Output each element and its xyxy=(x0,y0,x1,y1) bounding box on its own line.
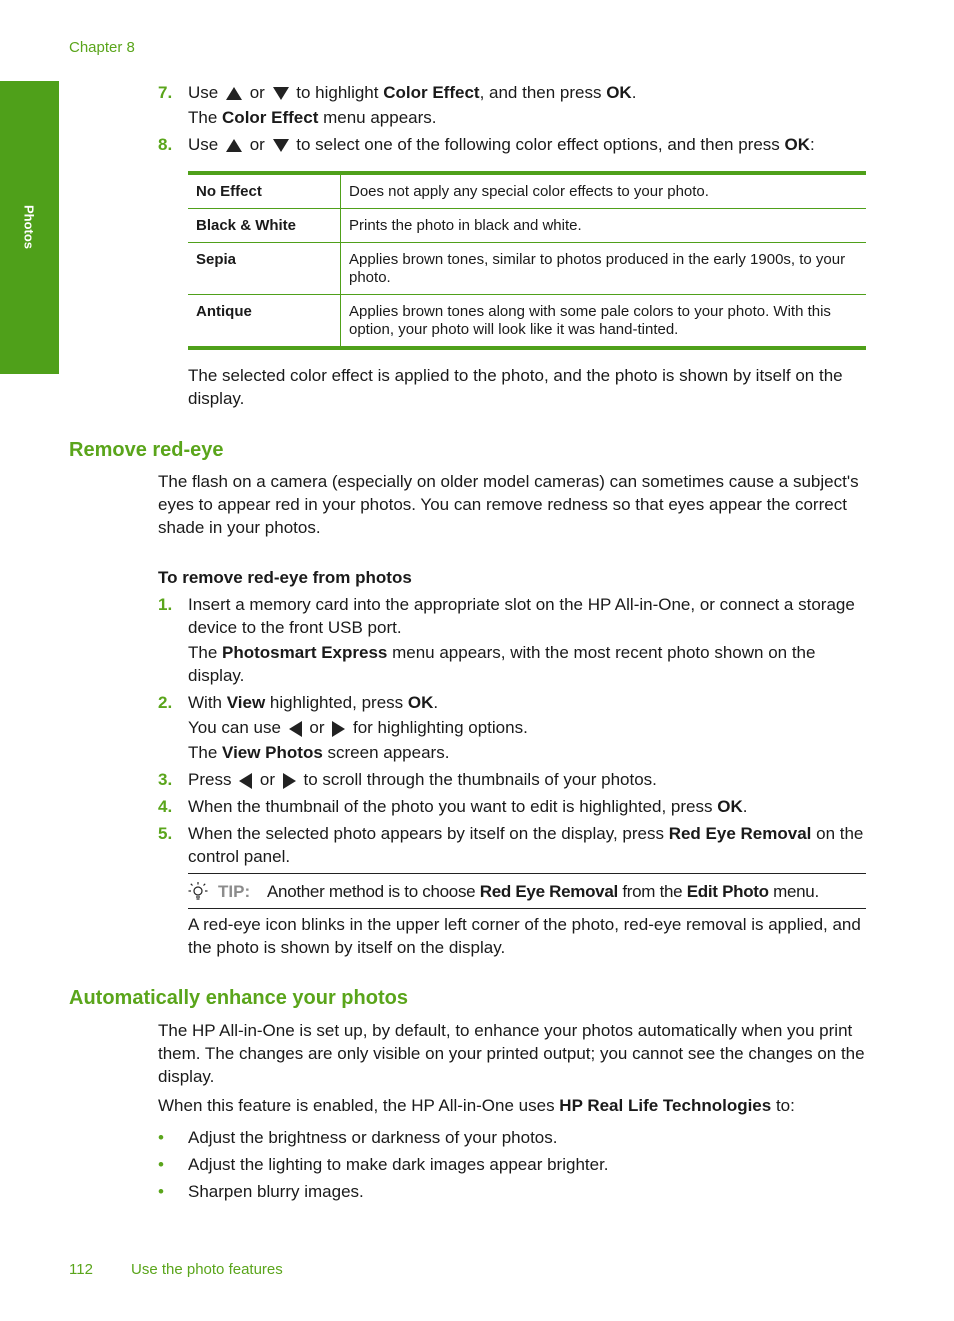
step-line xyxy=(188,133,866,156)
enhance-heading: Automatically enhance your photos xyxy=(69,987,408,1009)
left-arrow-icon xyxy=(289,721,302,737)
text-run: You can use xyxy=(188,718,286,737)
bold-term: OK xyxy=(606,83,632,102)
lightbulb-icon xyxy=(188,881,208,903)
text-run: . xyxy=(433,693,439,712)
effect-name: Black & White xyxy=(188,209,341,243)
side-tab-label: Photos xyxy=(21,204,37,250)
effect-row xyxy=(188,295,866,349)
text-run: menu. xyxy=(768,882,819,901)
bullet-text: Adjust the lighting to make dark images appear brighter. xyxy=(188,1155,609,1174)
step-item xyxy=(158,593,866,687)
text-run: Use xyxy=(188,135,223,154)
effect-description: Does not apply any special color effects to your photo. xyxy=(341,173,867,209)
effect-description: Applies brown tones, similar to photos produced in the early 1900s, to your photo. xyxy=(341,243,867,295)
step-line xyxy=(188,641,866,687)
step-number: 3. xyxy=(158,770,173,789)
text-run: to highlight xyxy=(291,83,384,102)
enhance-para-2 xyxy=(158,1094,870,1117)
effect-row xyxy=(188,209,866,243)
text-run: to select one of the following color effect options, and then press xyxy=(291,135,785,154)
procedure-title: To remove red-eye from photos xyxy=(158,568,412,587)
bold-term: OK xyxy=(784,135,811,154)
text-run: menu appears, with the most recent photo shown on the display. xyxy=(188,643,816,685)
effect-row xyxy=(188,243,866,295)
effect-description: Prints the photo in black and white. xyxy=(341,209,867,243)
bullet-item xyxy=(158,1153,866,1176)
text-run: for highlighting options. xyxy=(348,718,528,737)
text-run: With xyxy=(188,693,227,712)
red-eye-steps xyxy=(158,593,866,872)
bold-term: OK xyxy=(407,693,434,712)
bullet-item xyxy=(158,1126,866,1149)
step-line xyxy=(188,741,866,764)
text-run: screen appears. xyxy=(322,743,450,762)
footer-section-title: Use the photo features xyxy=(131,1261,283,1278)
text-run: Insert a memory card into the appropriate slot on the HP All-in-One, or connect a storage device to the front USB port. xyxy=(188,595,855,637)
step-line xyxy=(188,768,866,791)
bold-term: View xyxy=(226,693,266,712)
text-run: Use xyxy=(188,83,223,102)
text-run: , and then press xyxy=(479,83,607,102)
tip-label: TIP: xyxy=(218,882,251,901)
text-run: or xyxy=(304,718,330,737)
step-line xyxy=(188,691,866,714)
right-arrow-icon xyxy=(283,773,296,789)
step-item xyxy=(158,795,866,818)
effect-row xyxy=(188,173,866,209)
color-effect-steps xyxy=(158,81,866,160)
text-run: The xyxy=(188,743,223,762)
enhance-para-1: The HP All-in-One is set up, by default, to enhance your photos automatically when you print them. The changes are only visible on your printed output; you cannot see the changes on the display. xyxy=(158,1021,865,1086)
step-line xyxy=(188,822,866,868)
step-item xyxy=(158,822,866,868)
bullet-text: Adjust the brightness or darkness of your photos. xyxy=(188,1128,558,1147)
step-number: 2. xyxy=(158,693,173,712)
step-number: 8. xyxy=(158,135,173,154)
remove-red-eye-heading: Remove red-eye xyxy=(69,439,224,461)
text-run: When this feature is enabled, the HP All-in-One uses xyxy=(158,1096,560,1115)
text-run: or xyxy=(255,770,280,789)
text-run: The xyxy=(188,108,223,127)
effect-description: Applies brown tones along with some pale colors to your photo. With this option, your photo will look like it was hand-tinted. xyxy=(349,303,831,338)
text-run: : xyxy=(810,135,815,154)
effect-name: No Effect xyxy=(188,173,341,209)
effect-name: Antique xyxy=(188,295,341,349)
after-table-text: The selected color effect is applied to the photo, and the photo is shown by itself on the display. xyxy=(188,366,843,408)
step-item xyxy=(158,768,866,791)
color-effects-table xyxy=(188,171,866,350)
step-item xyxy=(158,691,866,764)
text-run: or xyxy=(244,83,270,102)
right-arrow-icon xyxy=(332,721,345,737)
bold-term: Color Effect xyxy=(383,83,480,102)
text-run: highlighted, press xyxy=(265,693,408,712)
page-number: 112 xyxy=(69,1261,93,1278)
text-run: When the thumbnail of the photo you want to edit is highlighted, press xyxy=(188,797,718,816)
text-run: . xyxy=(742,797,748,816)
bullet-marker: • xyxy=(158,1128,164,1147)
side-tab xyxy=(0,81,59,374)
up-arrow-icon xyxy=(226,139,242,152)
after-tip-text: A red-eye icon blinks in the upper left corner of the photo, red-eye removal is applied, and the photo is shown by itself on the display. xyxy=(188,915,861,957)
bold-term: Red Eye Removal xyxy=(479,882,618,901)
bullet-marker: • xyxy=(158,1182,164,1201)
text-run: to scroll through the thumbnails of your photos. xyxy=(298,770,657,789)
text-run: from the xyxy=(617,882,687,901)
left-arrow-icon xyxy=(239,773,252,789)
bold-term: OK xyxy=(717,797,743,816)
bullet-marker: • xyxy=(158,1155,164,1174)
down-arrow-icon xyxy=(273,87,289,100)
text-run: When the selected photo appears by itself on the display, press xyxy=(188,824,669,843)
effect-name: Sepia xyxy=(188,243,341,295)
step-line xyxy=(188,593,866,639)
tip-text xyxy=(267,880,819,903)
bold-term: HP Real Life Technologies xyxy=(559,1096,772,1115)
red-eye-intro: The flash on a camera (especially on older model cameras) can sometimes cause a subject's eyes to appear red in your photos. You can remove redness so that eyes appear the correct shade in your photos. xyxy=(158,472,859,537)
text-run: menu appears. xyxy=(318,108,437,127)
bold-term: Red Eye Removal xyxy=(668,824,812,843)
text-run: The xyxy=(188,643,223,662)
step-line xyxy=(188,716,866,739)
bullet-text: Sharpen blurry images. xyxy=(188,1182,364,1201)
text-run: . xyxy=(631,83,637,102)
step-number: 5. xyxy=(158,824,173,843)
step-number: 7. xyxy=(158,83,173,102)
bold-term: View Photos xyxy=(222,743,323,762)
text-run: to: xyxy=(771,1096,795,1115)
bold-term: Edit Photo xyxy=(686,882,769,901)
bold-term: Photosmart Express xyxy=(222,643,388,662)
text-run: on the control panel. xyxy=(188,824,864,866)
step-number: 1. xyxy=(158,595,173,614)
down-arrow-icon xyxy=(273,139,289,152)
step-item xyxy=(158,81,866,129)
text-run: Another method is to choose xyxy=(267,882,480,901)
tip-box xyxy=(188,873,866,909)
step-number: 4. xyxy=(158,797,173,816)
chapter-label: Chapter 8 xyxy=(69,39,135,56)
up-arrow-icon xyxy=(226,87,242,100)
text-run: Press xyxy=(188,770,237,789)
step-line xyxy=(188,106,866,129)
step-line xyxy=(188,81,866,104)
text-run: or xyxy=(244,135,270,154)
step-item xyxy=(158,133,866,156)
enhance-bullet-list xyxy=(158,1126,866,1207)
bold-term: Color Effect xyxy=(222,108,319,127)
step-line xyxy=(188,795,866,818)
bullet-item xyxy=(158,1180,866,1203)
